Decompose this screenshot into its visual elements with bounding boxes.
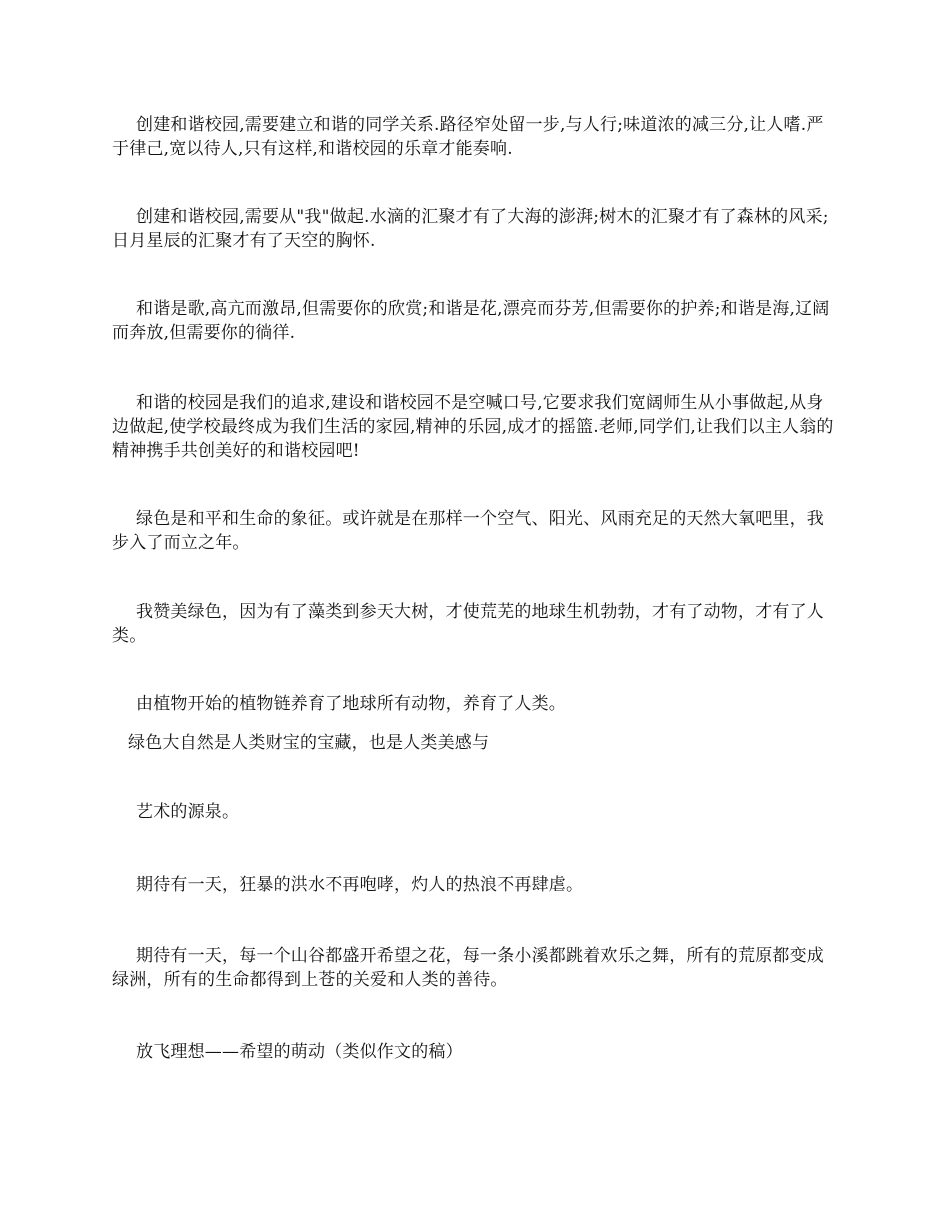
paragraph-nature-treasure: 绿色大自然是人类财宝的宝藏，也是人类美感与 xyxy=(128,733,490,753)
paragraph-start-from-me: 创建和谐校园,需要从"我"做起.水滴的汇聚才有了大海的澎湃;树木的汇聚才有了森林的风采;日月星辰的汇聚才有了天空的胸怀. xyxy=(112,207,829,251)
paragraph-harmony-song: 和谐是歌,高亢而激昂,但需要你的欣赏;和谐是花,漂亮而芬芳,但需要你的护养;和谐是海,辽阔而奔放,但需要你的徜徉. xyxy=(112,299,830,343)
paragraph-green-symbol: 绿色是和平和生命的象征。或许就是在那样一个空气、阳光、风雨充足的天然大氧吧里，我步入了而立之年。 xyxy=(112,509,824,553)
paragraph-art-source: 艺术的源泉。 xyxy=(136,802,240,822)
paragraph-praise-green: 我赞美绿色，因为有了藻类到参天大树，才使荒芜的地球生机勃勃，才有了动物，才有了人类。 xyxy=(112,602,824,646)
paragraph-ideal-title: 放飞理想——希望的萌动（类似作文的稿） xyxy=(136,1042,463,1062)
paragraph-plant-chain: 由植物开始的植物链养育了地球所有动物，养育了人类。 xyxy=(136,694,566,714)
paragraph-hope-valley: 期待有一天，每一个山谷都盛开希望之花，每一条小溪都跳着欢乐之舞，所有的荒原都变成绿洲，所有的生命都得到上苍的关爱和人类的善待。 xyxy=(112,946,824,990)
paragraph-harmonious-campus-pursuit: 和谐的校园是我们的追求,建设和谐校园不是空喊口号,它要求我们宽阔师生从小事做起,从身边做起,使学校最终成为我们生活的家园,精神的乐园,成才的摇篮.老师,同学们,让我们以主人翁的精神携手共创美好的和谐校园吧! xyxy=(112,393,834,461)
paragraph-harmonious-classmates: 创建和谐校园,需要建立和谐的同学关系.路径窄处留一步,与人行;味道浓的减三分,让人嗜.严于律己,宽以待人,只有这样,和谐校园的乐章才能奏响. xyxy=(112,115,824,159)
paragraph-hope-flood: 期待有一天，狂暴的洪水不再咆哮，灼人的热浪不再肆虐。 xyxy=(136,875,584,895)
